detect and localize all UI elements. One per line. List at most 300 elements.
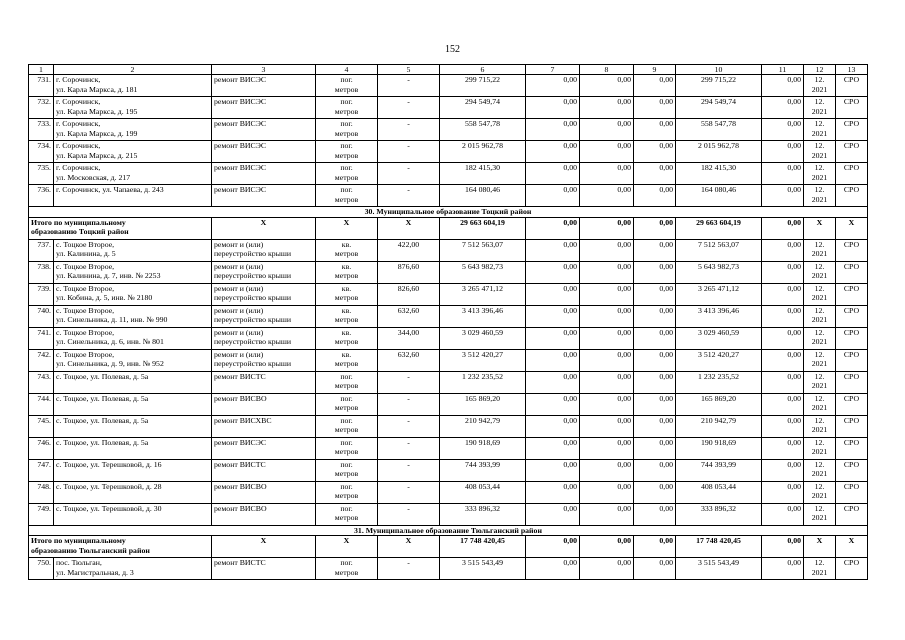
amount-cell: 0,00	[580, 185, 634, 207]
work-type-cell-line: ремонт ВИСТС	[214, 558, 266, 567]
regional-operator-cost-cell: 299 715,22	[676, 75, 762, 97]
amount-cell: 0,00	[526, 459, 580, 481]
deadline-cell-line: 12.	[814, 437, 825, 447]
quantity-cell: -	[378, 481, 440, 503]
row-number-cell: 736.	[29, 185, 54, 207]
address-cell-line: г. Сорочинск,	[56, 97, 101, 106]
table-row	[29, 261, 868, 283]
amount-cell: 0,00	[526, 217, 580, 239]
unit-cell-line: пог.	[340, 393, 353, 403]
amount-cell: 0,00	[762, 185, 804, 207]
customer-cell: СРО	[836, 119, 868, 141]
amount-cell: 0,00	[580, 283, 634, 305]
deadline-cell-line: 12.	[814, 481, 825, 491]
amount-cell: 0,00	[634, 536, 676, 558]
unit-cell	[316, 163, 378, 185]
work-type-cell	[212, 283, 316, 305]
address-cell	[54, 261, 212, 283]
total-cost-cell: 1 232 235,52	[440, 371, 526, 393]
section-title: 30. Муниципальное образование Тоцкий район	[29, 207, 868, 218]
amount-cell: 0,00	[580, 503, 634, 525]
address-cell	[54, 459, 212, 481]
customer-cell: СРО	[836, 97, 868, 119]
work-type-cell-line: ремонт ВИСВО	[214, 393, 267, 403]
quantity-cell: -	[378, 185, 440, 207]
regional-operator-cost-cell: 5 643 982,73	[676, 261, 762, 283]
address-cell-line: ул. Карла Маркса, д. 199	[56, 128, 138, 138]
unit-cell-line: пог.	[340, 558, 353, 567]
work-type-cell-line: переустройство крыши	[214, 337, 292, 346]
quantity-cell: 876,60	[378, 261, 440, 283]
regional-operator-cost-cell: 3 029 460,59	[676, 327, 762, 349]
regional-operator-cost-cell: 182 415,30	[676, 163, 762, 185]
address-cell	[54, 349, 212, 371]
unit-cell-line: пог.	[340, 503, 353, 513]
work-type-cell	[212, 459, 316, 481]
work-type-cell	[212, 558, 316, 580]
unit-cell-line: метров	[334, 381, 359, 390]
amount-cell: 0,00	[762, 97, 804, 119]
work-type-cell-line: ремонт ВИСЭС	[214, 97, 267, 106]
address-cell-line: с. Тоцкое Второе,	[56, 261, 115, 271]
deadline-cell-line: 2021	[811, 359, 828, 368]
work-type-cell	[212, 327, 316, 349]
deadline-cell: X	[804, 536, 836, 558]
address-cell	[54, 119, 212, 141]
amount-cell: 0,00	[634, 437, 676, 459]
deadline-cell-line: 2021	[811, 469, 828, 478]
address-cell	[54, 415, 212, 437]
deadline-cell	[804, 558, 836, 580]
deadline-cell	[804, 141, 836, 163]
total-cost-cell: 3 029 460,59	[440, 327, 526, 349]
deadline-cell-line: 12.	[814, 283, 825, 293]
unit-cell-line: кв.	[341, 327, 352, 337]
deadline-cell-line: 2021	[811, 491, 828, 500]
customer-cell: СРО	[836, 305, 868, 327]
work-type-cell	[212, 503, 316, 525]
unit-cell-line: метров	[334, 293, 359, 302]
unit-cell	[316, 481, 378, 503]
unit-cell-line: метров	[334, 315, 359, 324]
address-cell	[54, 558, 212, 580]
row-number-cell: 733.	[29, 119, 54, 141]
deadline-cell	[804, 97, 836, 119]
regional-operator-cost-cell: 3 512 420,27	[676, 349, 762, 371]
address-cell	[54, 393, 212, 415]
table-row	[29, 371, 868, 393]
address-cell	[54, 283, 212, 305]
total-cost-cell: 2 015 962,78	[440, 141, 526, 163]
table-row	[29, 163, 868, 185]
amount-cell: 0,00	[762, 283, 804, 305]
deadline-cell-line: 2021	[811, 513, 828, 522]
address-cell-line: ул. Калинина, д. 5	[56, 249, 116, 258]
column-number-header-row	[29, 65, 868, 75]
quantity-cell: -	[378, 393, 440, 415]
amount-cell: 0,00	[762, 437, 804, 459]
header-cell: 4	[316, 65, 378, 75]
quantity-cell: 422,00	[378, 239, 440, 261]
total-label-line: образованию Тоцкий район	[31, 227, 129, 236]
total-cost-cell: 333 896,32	[440, 503, 526, 525]
amount-cell: 0,00	[580, 261, 634, 283]
work-type-cell	[212, 261, 316, 283]
total-cost-cell: 5 643 982,73	[440, 261, 526, 283]
total-label-line: Итого по муниципальному	[31, 217, 126, 227]
work-type-cell-line: ремонт ВИСЭС	[214, 75, 267, 84]
municipality-total-row	[29, 536, 868, 558]
address-cell	[54, 327, 212, 349]
unit-cell: X	[316, 536, 378, 558]
unit-cell	[316, 371, 378, 393]
regional-operator-cost-cell: 744 393,99	[676, 459, 762, 481]
work-type-cell	[212, 305, 316, 327]
amount-cell: 0,00	[762, 371, 804, 393]
total-cost-cell: 29 663 604,19	[440, 217, 526, 239]
unit-cell-line: метров	[334, 337, 359, 346]
quantity-cell: -	[378, 97, 440, 119]
row-number-cell: 732.	[29, 97, 54, 119]
unit-cell	[316, 558, 378, 580]
work-type-cell	[212, 75, 316, 97]
row-number-cell: 748.	[29, 481, 54, 503]
address-cell-line: пос. Тюльган,	[56, 558, 102, 567]
amount-cell: 0,00	[634, 283, 676, 305]
deadline-cell	[804, 327, 836, 349]
deadline-cell	[804, 393, 836, 415]
unit-cell-line: метров	[334, 567, 359, 577]
address-cell	[54, 185, 212, 207]
total-label-line: Итого по муниципальному	[31, 536, 126, 545]
total-cost-cell: 294 549,74	[440, 97, 526, 119]
address-cell-line: ул. Синельника, д. 11, инв. № 990	[56, 315, 168, 324]
deadline-cell-line: 12.	[814, 503, 825, 513]
page-number: 152	[445, 44, 460, 55]
address-cell-line: с. Тоцкое Второе,	[56, 305, 115, 315]
work-type-cell	[212, 119, 316, 141]
amount-cell: 0,00	[580, 371, 634, 393]
row-number-cell: 742.	[29, 349, 54, 371]
work-type-cell-line: переустройство крыши	[214, 315, 292, 324]
amount-cell: 0,00	[762, 261, 804, 283]
regional-operator-cost-cell: 164 080,46	[676, 185, 762, 207]
row-number-cell: 739.	[29, 283, 54, 305]
address-cell-line: ул. Магистральная, д. 3	[56, 567, 134, 577]
amount-cell: 0,00	[634, 327, 676, 349]
unit-cell	[316, 261, 378, 283]
row-number-cell: 737.	[29, 239, 54, 261]
unit-cell	[316, 283, 378, 305]
work-type-cell-line: ремонт ВИСВО	[214, 503, 267, 513]
unit-cell	[316, 393, 378, 415]
total-cost-cell: 17 748 420,45	[440, 536, 526, 558]
work-type-cell	[212, 141, 316, 163]
amount-cell: 0,00	[526, 283, 580, 305]
table-row	[29, 185, 868, 207]
table-row	[29, 119, 868, 141]
amount-cell: 0,00	[580, 349, 634, 371]
unit-cell	[316, 141, 378, 163]
deadline-cell-line: 12.	[814, 261, 825, 271]
unit-cell	[316, 459, 378, 481]
unit-cell	[316, 327, 378, 349]
quantity-cell: -	[378, 371, 440, 393]
customer-cell: СРО	[836, 185, 868, 207]
regional-operator-cost-cell: 3 265 471,12	[676, 283, 762, 305]
unit-cell-line: метров	[334, 513, 359, 522]
deadline-cell-line: 2021	[811, 128, 828, 138]
address-cell-line: с. Тоцкое Второе,	[56, 349, 115, 359]
work-type-cell	[212, 415, 316, 437]
customer-cell: СРО	[836, 141, 868, 163]
work-type-cell-line: ремонт и (или)	[214, 239, 264, 249]
customer-cell: СРО	[836, 415, 868, 437]
unit-cell-line: пог.	[340, 371, 353, 381]
work-type-cell-line: ремонт ВИСЭС	[214, 163, 267, 172]
unit-cell	[316, 97, 378, 119]
quantity-cell: -	[378, 459, 440, 481]
amount-cell: 0,00	[526, 163, 580, 185]
regional-operator-cost-cell: 17 748 420,45	[676, 536, 762, 558]
amount-cell: 0,00	[762, 349, 804, 371]
amount-cell: 0,00	[634, 217, 676, 239]
address-cell-line: ул. Карла Маркса, д. 181	[56, 84, 138, 94]
work-type-cell	[212, 349, 316, 371]
deadline-cell: X	[804, 217, 836, 239]
quantity-cell: X	[378, 536, 440, 558]
amount-cell: 0,00	[634, 163, 676, 185]
deadline-cell-line: 12.	[814, 393, 825, 403]
amount-cell: 0,00	[634, 141, 676, 163]
amount-cell: 0,00	[526, 305, 580, 327]
customer-cell: СРО	[836, 481, 868, 503]
work-type-cell-line: ремонт ВИСЭС	[214, 141, 267, 150]
amount-cell: 0,00	[580, 97, 634, 119]
table-row	[29, 558, 868, 580]
unit-cell	[316, 349, 378, 371]
customer-cell: СРО	[836, 327, 868, 349]
customer-cell: СРО	[836, 349, 868, 371]
regional-operator-cost-cell: 190 918,69	[676, 437, 762, 459]
quantity-cell: -	[378, 119, 440, 141]
unit-cell-line: метров	[334, 359, 359, 368]
work-type-cell	[212, 393, 316, 415]
total-cost-cell: 744 393,99	[440, 459, 526, 481]
work-type-cell-line: ремонт ВИСТС	[214, 371, 266, 381]
amount-cell: 0,00	[580, 327, 634, 349]
unit-cell-line: пог.	[340, 119, 353, 128]
address-cell-line: г. Сорочинск,	[56, 141, 101, 150]
address-cell	[54, 371, 212, 393]
header-cell: 8	[580, 65, 634, 75]
address-cell	[54, 97, 212, 119]
quantity-cell: -	[378, 141, 440, 163]
amount-cell: 0,00	[580, 393, 634, 415]
address-cell-line: ул. Калинина, д. 7, инв. № 2253	[56, 271, 161, 280]
work-type-cell	[212, 97, 316, 119]
amount-cell: 0,00	[526, 393, 580, 415]
deadline-cell	[804, 481, 836, 503]
regional-operator-cost-cell: 7 512 563,07	[676, 239, 762, 261]
deadline-cell	[804, 163, 836, 185]
amount-cell: 0,00	[526, 503, 580, 525]
amount-cell: 0,00	[526, 437, 580, 459]
address-cell-line: с. Тоцкое, ул. Полевая, д. 5а	[56, 415, 149, 425]
amount-cell: 0,00	[580, 163, 634, 185]
amount-cell: 0,00	[580, 141, 634, 163]
address-cell	[54, 75, 212, 97]
deadline-cell-line: 2021	[811, 425, 828, 434]
unit-cell	[316, 75, 378, 97]
total-cost-cell: 558 547,78	[440, 119, 526, 141]
total-cost-cell: 408 053,44	[440, 481, 526, 503]
deadline-cell-line: 12.	[814, 349, 825, 359]
table-row	[29, 503, 868, 525]
row-number-cell: 743.	[29, 371, 54, 393]
amount-cell: 0,00	[526, 415, 580, 437]
unit-cell-line: пог.	[340, 75, 353, 84]
address-cell-line: ул. Карла Маркса, д. 195	[56, 106, 138, 116]
unit-cell-line: метров	[334, 172, 359, 182]
header-cell: 2	[54, 65, 212, 75]
customer-cell: СРО	[836, 239, 868, 261]
amount-cell: 0,00	[580, 217, 634, 239]
unit-cell	[316, 305, 378, 327]
header-cell: 5	[378, 65, 440, 75]
amount-cell: 0,00	[634, 558, 676, 580]
header-cell: 13	[836, 65, 868, 75]
amount-cell: 0,00	[762, 239, 804, 261]
unit-cell-line: метров	[334, 491, 359, 500]
table-row	[29, 283, 868, 305]
address-cell-line: г. Сорочинск,	[56, 163, 101, 172]
work-type-cell	[212, 437, 316, 459]
deadline-cell-line: 12.	[814, 185, 825, 194]
work-type-cell-line: ремонт ВИСВО	[214, 481, 267, 491]
table-row	[29, 141, 868, 163]
unit-cell-line: метров	[334, 128, 359, 138]
quantity-cell: -	[378, 163, 440, 185]
work-type-cell-line: ремонт и (или)	[214, 283, 264, 293]
amount-cell: 0,00	[580, 305, 634, 327]
amount-cell: 0,00	[526, 119, 580, 141]
unit-cell-line: метров	[334, 447, 359, 456]
deadline-cell	[804, 119, 836, 141]
unit-cell-line: пог.	[340, 141, 353, 150]
address-cell-line: с. Тоцкое, ул. Полевая, д. 5а	[56, 371, 149, 381]
unit-cell	[316, 503, 378, 525]
customer-cell: СРО	[836, 163, 868, 185]
unit-cell-line: кв.	[341, 305, 352, 315]
address-cell	[54, 305, 212, 327]
amount-cell: 0,00	[762, 481, 804, 503]
amount-cell: 0,00	[526, 239, 580, 261]
row-number-cell: 741.	[29, 327, 54, 349]
quantity-cell: -	[378, 75, 440, 97]
table-row	[29, 393, 868, 415]
amount-cell: 0,00	[634, 75, 676, 97]
deadline-cell	[804, 349, 836, 371]
unit-cell-line: пог.	[340, 185, 353, 194]
deadline-cell	[804, 305, 836, 327]
address-cell	[54, 503, 212, 525]
row-number-cell: 745.	[29, 415, 54, 437]
unit-cell	[316, 185, 378, 207]
deadline-cell-line: 12.	[814, 305, 825, 315]
deadline-cell	[804, 437, 836, 459]
amount-cell: 0,00	[634, 261, 676, 283]
amount-cell: 0,00	[526, 481, 580, 503]
total-cost-cell: 210 942,79	[440, 415, 526, 437]
address-cell-line: с. Тоцкое, ул. Терешковой, д. 30	[56, 503, 162, 513]
amount-cell: 0,00	[634, 393, 676, 415]
work-type-cell-line: переустройство крыши	[214, 271, 292, 280]
row-number-cell: 734.	[29, 141, 54, 163]
address-cell-line: г. Сорочинск, ул. Чапаева, д. 243	[56, 185, 164, 194]
amount-cell: 0,00	[634, 459, 676, 481]
total-cost-cell: 3 515 543,49	[440, 558, 526, 580]
amount-cell: 0,00	[762, 327, 804, 349]
unit-cell-line: метров	[334, 150, 359, 160]
row-number-cell: 750.	[29, 558, 54, 580]
amount-cell: 0,00	[526, 349, 580, 371]
quantity-cell: X	[378, 217, 440, 239]
unit-cell-line: метров	[334, 194, 359, 204]
deadline-cell-line: 12.	[814, 163, 825, 172]
deadline-cell-line: 12.	[814, 558, 825, 567]
address-cell	[54, 141, 212, 163]
amount-cell: 0,00	[580, 536, 634, 558]
work-type-cell-line: ремонт и (или)	[214, 327, 264, 337]
header-cell: 9	[634, 65, 676, 75]
table-row	[29, 97, 868, 119]
unit-cell-line: кв.	[341, 261, 352, 271]
table-row	[29, 327, 868, 349]
total-label	[29, 536, 212, 558]
deadline-cell-line: 2021	[811, 381, 828, 390]
amount-cell: 0,00	[580, 459, 634, 481]
address-cell-line: ул. Синельника, д. 6, инв. № 801	[56, 337, 164, 346]
work-type-cell-line: ремонт и (или)	[214, 349, 264, 359]
work-type-cell: X	[212, 217, 316, 239]
amount-cell: 0,00	[762, 119, 804, 141]
regional-operator-cost-cell: 3 413 396,46	[676, 305, 762, 327]
header-cell: 12	[804, 65, 836, 75]
row-number-cell: 747.	[29, 459, 54, 481]
amount-cell: 0,00	[580, 239, 634, 261]
table-row	[29, 459, 868, 481]
amount-cell: 0,00	[580, 481, 634, 503]
unit-cell	[316, 437, 378, 459]
deadline-cell-line: 12.	[814, 415, 825, 425]
regional-operator-cost-cell: 333 896,32	[676, 503, 762, 525]
header-cell: 10	[676, 65, 762, 75]
unit-cell-line: метров	[334, 425, 359, 434]
amount-cell: 0,00	[762, 536, 804, 558]
quantity-cell: 632,60	[378, 349, 440, 371]
address-cell	[54, 163, 212, 185]
amount-cell: 0,00	[526, 536, 580, 558]
work-type-cell-line: ремонт и (или)	[214, 305, 264, 315]
deadline-cell-line: 12.	[814, 75, 825, 84]
address-cell-line: ул. Кобина, д. 5, инв. № 2180	[56, 293, 153, 302]
work-type-cell-line: ремонт ВИСЭС	[214, 437, 267, 447]
unit-cell-line: пог.	[340, 415, 353, 425]
amount-cell: 0,00	[634, 239, 676, 261]
amount-cell: 0,00	[634, 371, 676, 393]
customer-cell: X	[836, 536, 868, 558]
